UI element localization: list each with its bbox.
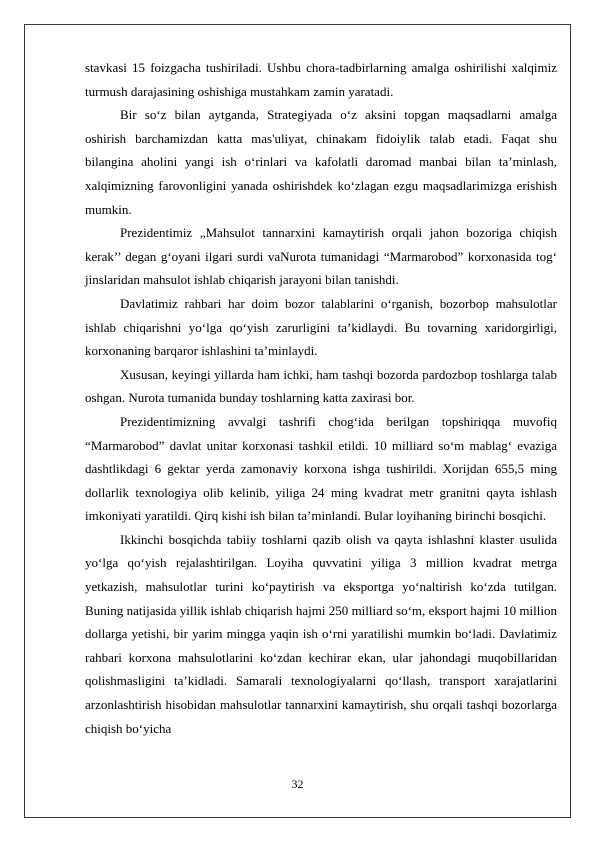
paragraph: Bir so‘z bilan aytganda, Strategiyada o‘z aksini topgan maqsadlarni amalga oshirish barchamizdan katta mas'uliyat, chinakam fidoiylik talab etadi. Faqat shu bilangina aholini yangi ish o‘rinlari va kafolatli daromad manbai bilan ta’minlash, xalqimizning farovonligini yanada oshirishdek ko‘zlagan ezgu maqsadlarimizga erishish mumkin. <box>85 107 557 217</box>
paragraph: Davlatimiz rahbari har doim bozor talablarini o‘rganish, bozorbop mahsulotlar ishlab chiqarishni yo‘lga qo‘yish zarurligini ta’kidlaydi. Bu tovarning xaridorgirligi, korxonaning barqaror ishlashini ta’minlaydi. <box>85 295 557 359</box>
paragraph: Prezidentimiz „Mahsulot tannarxini kamaytirish orqali jahon bozoriga chiqish kerak’’ degan g‘oyani ilgari surdi vaNurota tumanidagi “Marmarobod” korxonasida tog‘ jinslaridan mahsulot ishlab chiqarish jarayoni bilan tanishdi. <box>85 225 557 288</box>
page-number: 32 <box>291 777 304 791</box>
document-body <box>85 56 557 740</box>
paragraph: Xususan, keyingi yillarda ham ichki, ham tashqi bozorda pardozbop toshlarga talab oshgan. Nurota tumanida bunday toshlarning katta zaxirasi bor. <box>85 366 557 406</box>
paragraph: Ikkinchi bosqichda tabiiy toshlarni qazib olish va qayta ishlashni klaster usulida yo‘lga qo‘yish rejalashtirilgan. Loyiha quvvatini yiliga 3 million kvadrat metrga yetkazish, mahsulotlar turini ko‘paytirish va eksportga yo‘naltirish ko‘zda tutilgan. Buning natijasida yillik ishlab chiqarish hajmi 250 milliard so‘m, eksport hajmi 10 million dollarga yetishi, bir yarim mingga yaqin ish o‘rni yaratilishi mumkin bo‘ladi. Davlatimiz rahbari korxona mahsulotlarini ko‘zdan kechirar ekan, ular jahondagi muqobillaridan qolishmasligini ta’kidladi. Samarali texnologiyalarni qo‘llash, transport xarajatlarini arzonlashtirish hisobidan mahsulotlar tannarxini kamaytirish, shu orqali tashqi bozorlarga chiqish bo‘yicha <box>85 531 557 736</box>
paragraph: Prezidentimizning avvalgi tashrifi chog‘ida berilgan topshiriqqa muvofiq “Marmarobod” davlat unitar korxonasi tashkil etildi. 10 milliard so‘m mablag‘ evaziga dashtlikdagi 6 gektar yerda zamonaviy korxona ishga tushirildi. Xorijdan 655,5 ming dollarlik texnologiya olib kelinib, yiliga 24 ming kvadrat metr granitni qayta ishlash imkoniyati yaratildi. Qirq kishi ish bilan ta’minlandi. Bular loyihaning birinchi bosqichi. <box>85 413 557 524</box>
paragraph-continuation: stavkasi 15 foizgacha tushiriladi. Ushbu chora-tadbirlarning amalga oshirilishi xalqimiz turmush darajasining oshishiga mustahkam zamin yaratadi. <box>85 60 557 99</box>
